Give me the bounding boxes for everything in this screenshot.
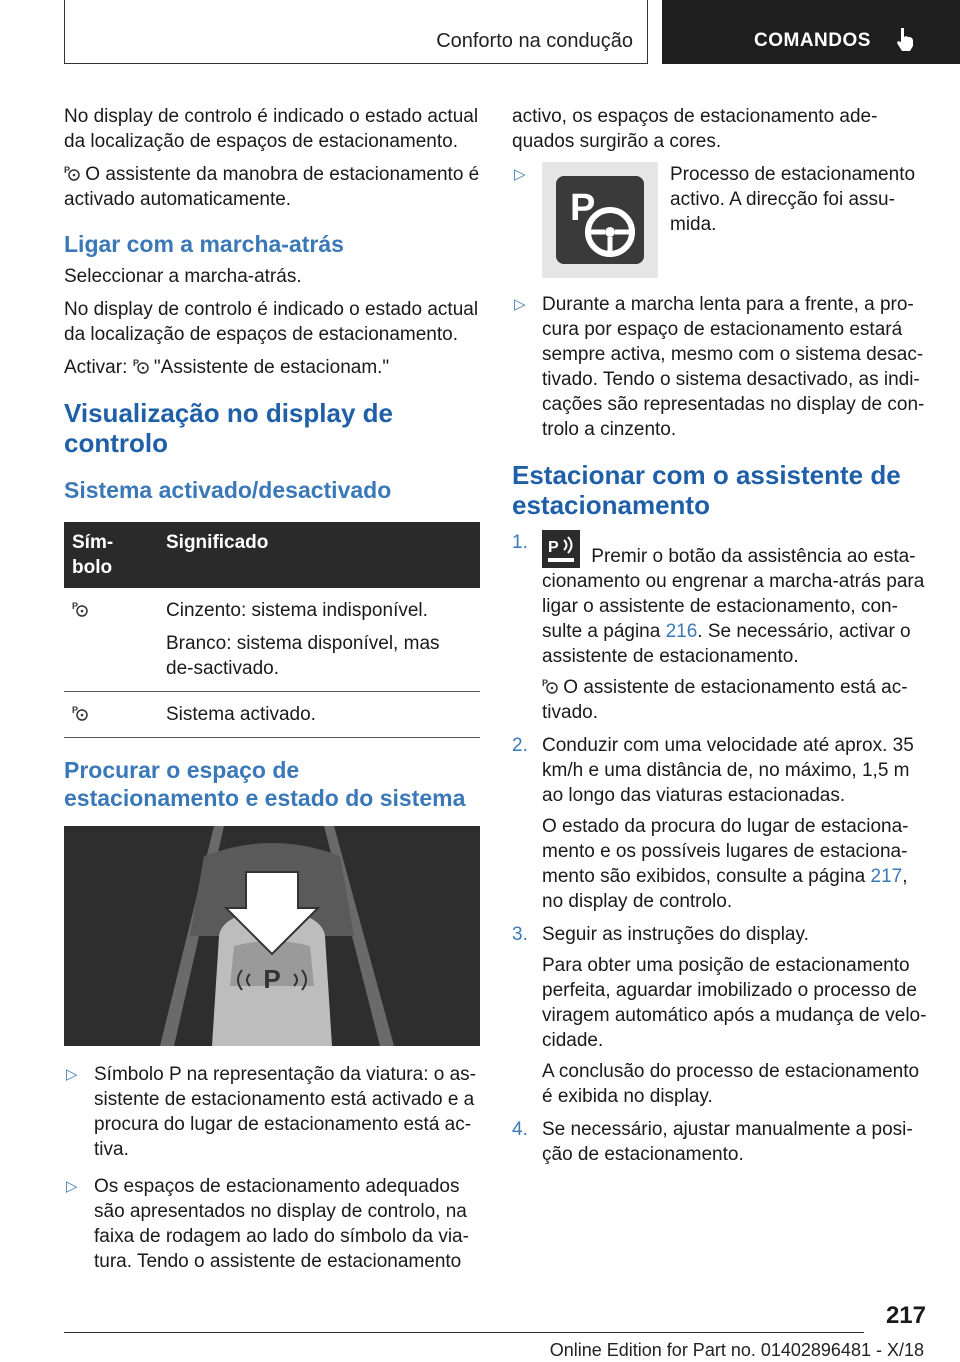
page-link[interactable]: 216	[665, 621, 698, 642]
table-header-meaning: Significado	[158, 522, 480, 588]
chapter-heading-display: Visualização no display de controlo	[64, 398, 393, 458]
symbol-table	[64, 522, 480, 738]
step-text	[542, 675, 928, 725]
svg-text:P: P	[72, 601, 79, 611]
step-text: A conclusão do processo de estacionamento é exibida no display.	[542, 1061, 920, 1107]
parking-assistant-active-icon	[72, 705, 88, 721]
step-text: Para obter uma posição de estacionamento perfeita, aguardar imobilizado o processo de viragem automático após a mudança de velo-cidade.	[542, 955, 927, 1051]
step-text-part: O estado da procura do lugar de estaciona-mento e os possíveis lugares de estaciona-mento são exibidos, consulte a página	[542, 816, 909, 887]
list-item-text: Os espaços de estacionamento adequados são apresentados no display de controlo, na faixa de rodagem ao lado do símbolo da via-tura. Tendo o assistente de estacionamento	[94, 1176, 469, 1272]
footer-edition: Online Edition for Part no. 01402896481 - X/18	[549, 1340, 924, 1360]
svg-text:P: P	[570, 187, 596, 229]
parking-assistant-icon	[542, 678, 558, 694]
step-number: 2.	[512, 735, 528, 756]
paragraph: Seleccionar a marcha-atrás.	[64, 266, 302, 287]
step-number: 1.	[512, 532, 528, 553]
step-item	[512, 922, 928, 1109]
paragraph	[64, 355, 480, 380]
triangle-bullet-icon: ▷	[514, 296, 526, 313]
section-heading-search: Procurar o espaço de estacionamento e estado do sistema	[64, 757, 466, 811]
right-column	[512, 104, 928, 1175]
footer-divider	[64, 1332, 864, 1333]
step-number: 3.	[512, 924, 528, 945]
list-item-text: Símbolo P na representação da viatura: o as-sistente de estacionamento está activado e a procura do lugar de estacionamento está ac-tiva.	[94, 1064, 476, 1160]
paragraph-text: "Assistente de estacionam."	[148, 357, 390, 378]
bullet-list	[64, 1062, 480, 1274]
section-heading-system: Sistema activado/desactivado	[64, 477, 392, 503]
header-section-box	[64, 0, 648, 64]
step-item	[512, 733, 928, 914]
left-column	[64, 104, 480, 1286]
section-heading-reverse: Ligar com a marcha-atrás	[64, 231, 344, 257]
table-cell-symbol	[64, 588, 158, 692]
svg-text:P: P	[542, 678, 549, 688]
paragraph-text: Activar:	[64, 357, 133, 378]
header-section-title: Conforto na condução	[436, 30, 633, 52]
step-number: 4.	[512, 1119, 528, 1140]
chapter-heading-park: Estacionar com o assistente de estacionamento	[512, 460, 901, 520]
header-chapter-tab	[662, 0, 960, 64]
paragraph: No display de controlo é indicado o estado actual da localização de espaços de estacionamento.	[64, 299, 479, 345]
table-header-symbol: Sím-bolo	[64, 522, 158, 588]
step-text: Seguir as instruções do display.	[542, 924, 809, 945]
parking-assistant-icon	[72, 601, 88, 617]
parking-assistant-icon	[64, 165, 80, 181]
step-text	[542, 530, 928, 669]
svg-text:P: P	[72, 705, 79, 715]
list-item	[64, 1062, 480, 1162]
list-item-text: Processo de estacionamento activo. A direcção foi assu-mida.	[670, 164, 916, 235]
svg-text:P: P	[548, 539, 559, 556]
steps-list	[512, 530, 928, 1167]
step-text	[542, 814, 928, 914]
paragraph-text: O assistente da manobra de estacionamento é activado automaticamente.	[64, 164, 480, 210]
parking-assistant-icon	[133, 358, 149, 374]
list-item-text: Durante a marcha lenta para a frente, a pro-cura por espaço de estacionamento estará sempre activa, mesmo com o sistema desac-tivado. Tendo o sistema desactivado, as indi-cações são representadas no display de con-trolo a cinzento.	[542, 294, 925, 440]
paragraph: activo, os espaços de estacionamento ade-quados surgirão a cores.	[512, 106, 878, 152]
step-item	[512, 530, 928, 725]
table-row	[64, 692, 480, 738]
step-text-part: O assistente de estacionamento está ac-tivado.	[542, 677, 908, 723]
list-item	[512, 292, 928, 442]
header-chapter-label: COMANDOS	[754, 30, 871, 51]
step-item	[512, 1117, 928, 1167]
table-cell-text: Cinzento: sistema indisponível.	[166, 600, 428, 621]
paragraph: No display de controlo é indicado o estado actual da localização de espaços de estacionamento.	[64, 106, 479, 152]
paragraph	[64, 162, 480, 212]
table-cell-symbol	[64, 692, 158, 738]
step-text-part: . Se necessário, activar o assistente de estacionamento.	[542, 621, 911, 667]
step-text: Se necessário, ajustar manualmente a posi-ção de estacionamento.	[542, 1119, 913, 1165]
step-text: Conduzir com uma velocidade até aprox. 35 km/h e uma distância de, no máximo, 1,5 m ao longo das viaturas estacionadas.	[542, 735, 914, 806]
parking-active-symbol	[542, 162, 658, 278]
triangle-bullet-icon: ▷	[66, 1066, 78, 1083]
list-item	[512, 162, 928, 278]
parking-steering-icon	[556, 176, 644, 264]
table-cell-text: Branco: sistema disponível, mas de-sactivado.	[166, 633, 440, 679]
bullet-list	[512, 162, 928, 442]
svg-text:P: P	[263, 964, 281, 994]
list-item	[64, 1174, 480, 1274]
table-cell-meaning: Sistema activado.	[158, 692, 480, 738]
triangle-bullet-icon: ▷	[514, 166, 526, 183]
parking-assist-button-icon	[542, 530, 580, 568]
step-text-part: , no display de controlo.	[542, 866, 908, 912]
page-link[interactable]: 217	[870, 866, 903, 887]
page-number: 217	[885, 1302, 926, 1329]
table-cell-meaning	[158, 588, 480, 692]
triangle-bullet-icon: ▷	[66, 1178, 78, 1195]
table-row	[64, 588, 480, 692]
hand-pointer-icon	[894, 26, 916, 52]
svg-text:P: P	[132, 358, 139, 368]
parking-display-illustration	[64, 826, 480, 1046]
svg-text:P: P	[64, 165, 71, 175]
step-text-part: Premir o botão da assistência ao esta-cionamento ou engrenar a marcha-atrás para ligar o assistente de estacionamento, con-sulte a página	[542, 546, 925, 642]
